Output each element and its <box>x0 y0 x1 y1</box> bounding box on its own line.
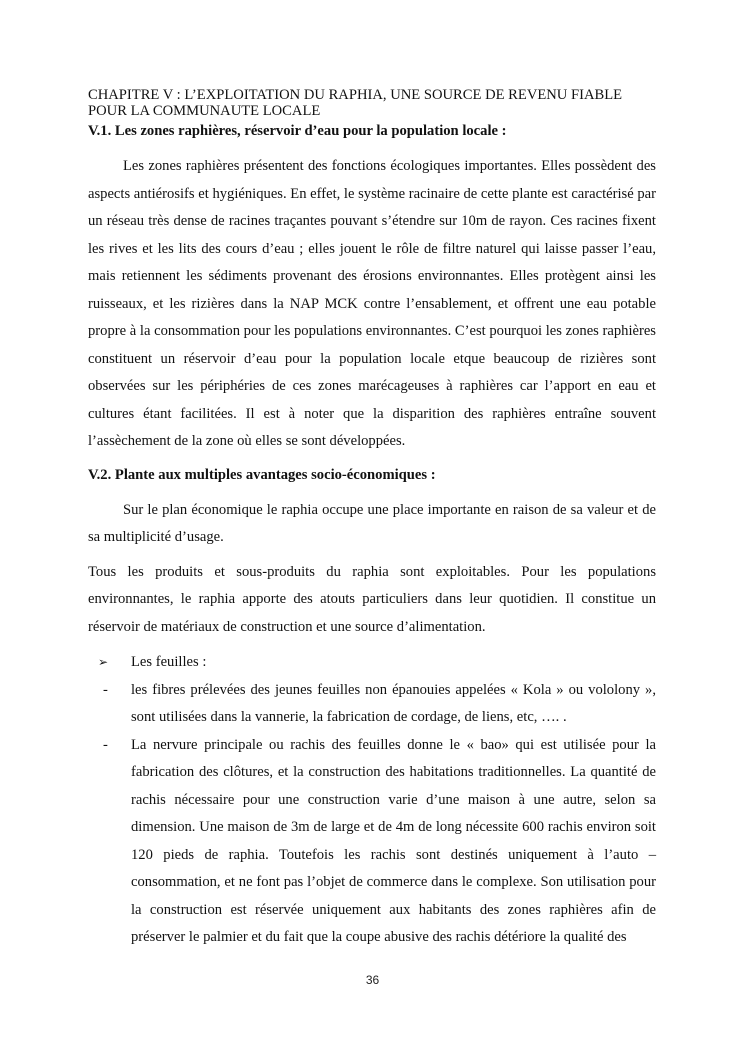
dash-marker: - <box>103 681 108 698</box>
page-number: 36 <box>365 973 380 987</box>
list-item-text: La nervure principale ou rachis des feuilles donne le « bao» qui est utilisée pour la fabrication des clôtures, et la construction des habitations traditionnelles. La quantité de rachis nécessaire pour une construction varie d’une maison à une autre, selon sa dimension. Une maison de 3m de large et de 4m de long nécessite 600 rachis environ soit 120 pieds de raphia. Toutefois les rachis sont destinés uniquement à l’auto –consommation, et ne font pas l’objet de commerce dans le complexe. Son utilisation pour la construction est réservée uniquement aux habitants des zones raphières afin de préserver le palmier et du fait que la coupe abusive des rachis détériore la qualité des <box>131 736 656 945</box>
list-item-text: les fibres prélevées des jeunes feuilles non épanouies appelées « Kola » ou vololony », sont utilisées dans la vannerie, la fabrication de cordage, de liens, etc, …. . <box>131 681 656 725</box>
bullet-label: Les feuilles : <box>131 654 207 670</box>
list-item <box>88 677 656 732</box>
section-1-heading: V.1. Les zones raphières, réservoir d’eau pour la population locale : <box>88 123 507 139</box>
chapter-title: CHAPITRE V : L’EXPLOITATION DU RAPHIA, UNE SOURCE DE REVENU FIABLE POUR LA COMMUNAUTE LOCALE <box>88 87 623 119</box>
section-2-heading: V.2. Plante aux multiples avantages socio-économiques : <box>88 466 436 483</box>
list-item <box>88 732 656 952</box>
section-1-paragraph: Les zones raphières présentent des fonctions écologiques importantes. Elles possèdent des aspects antiérosifs et hygiéniques. En effet, le système racinaire de cette plante est caractérisé par un réseau très dense de racines traçantes pouvant s’étendre sur 10m de rayon. Ces racines fixent les rives et les lits des cours d’eau ; elles jouent le rôle de filtre naturel qui laisse passer l’eau, mais retiennent les sédiments provenant des érosions environnantes. Elles protègent ainsi les ruisseaux, et les rizières dans la NAP MCK contre l’ensablement, et offrent une eau potable propre à la consommation pour les populations environnantes. C’est pourquoi les zones raphières constituent un réservoir d’eau pour la population locale etque beaucoup de rizières sont observées sur les périphéries de ces zones marécageuses à raphières car l’apport en eau et cultures étant facilitées. Il est à noter que la disparition des raphières entraîne souvent l’assèchement de la zone où elles se sont développées. <box>88 158 656 449</box>
section-2-paragraph-1: Sur le plan économique le raphia occupe une place importante en raison de sa valeur et de sa multiplicité d’usage. <box>88 501 656 545</box>
document-page <box>88 87 656 952</box>
bullet-feuilles <box>88 649 656 677</box>
dash-marker: - <box>103 736 108 753</box>
arrow-bullet-icon: ➢ <box>98 655 109 669</box>
section-2-paragraph-2: Tous les produits et sous-produits du raphia sont exploitables. Pour les populations environnantes, le raphia apporte des atouts particuliers dans leur quotidien. Il constitue un réservoir de matériaux de construction et une source d’alimentation. <box>88 563 656 635</box>
